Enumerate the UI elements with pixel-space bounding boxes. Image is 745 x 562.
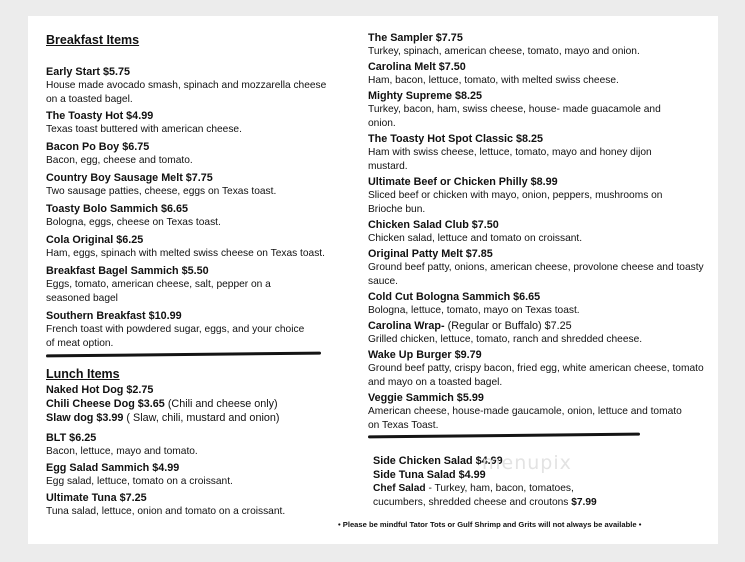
breakfast-item (46, 202, 336, 230)
item-name-extra: (Regular or Buffalo) $7.25 (447, 320, 572, 332)
chef-salad (373, 482, 613, 510)
item-name: Cola Original $6.25 (46, 234, 144, 246)
item-desc: Bologna, eggs, cheese on Texas toast. (46, 217, 221, 228)
item-name: Bacon Po Boy $6.75 (46, 141, 150, 153)
menu-item (368, 132, 713, 174)
item-desc: Two sausage patties, cheese, eggs on Texas toast. (46, 186, 277, 197)
item-name: Southern Breakfast $10.99 (46, 310, 182, 322)
item-desc: Ham, eggs, spinach with melted swiss cheese on Texas toast. (46, 248, 325, 259)
divider-brush (46, 352, 321, 358)
menu-item (368, 218, 713, 246)
menu-page (28, 16, 718, 544)
chef-salad-price: $7.99 (568, 497, 597, 508)
item-desc: Ground beef patty, onions, american cheese, provolone cheese and toasty sauce. (368, 262, 704, 287)
lunch-item (46, 491, 336, 519)
item-name: Slaw dog $3.99 (46, 412, 124, 424)
item-name: Cold Cut Bologna Sammich $6.65 (368, 291, 541, 303)
divider-brush (368, 433, 640, 439)
item-desc: Turkey, bacon, ham, swiss cheese, house- made guacamole and onion. (368, 104, 661, 129)
menu-item (368, 175, 713, 217)
chef-salad-desc: - Turkey, ham, bacon, tomatoes, cucumbers, shredded cheese and croutons (373, 483, 574, 508)
menu-item (368, 290, 713, 318)
item-name: Veggie Sammich $5.99 (368, 392, 484, 404)
item-name: Mighty Supreme $8.25 (368, 90, 483, 102)
lunch-title: Lunch Items (46, 367, 120, 381)
chef-salad-name: Chef Salad (373, 483, 426, 494)
item-desc: American cheese, house-made gaucamole, onion, lettuce and tomato on Texas Toast. (368, 406, 682, 431)
lunch-item (46, 431, 336, 459)
lunch-item (46, 461, 336, 489)
item-desc: Sliced beef or chicken with mayo, onion, peppers, mushrooms on Brioche bun. (368, 190, 663, 215)
item-desc: Bologna, lettuce, tomato, mayo on Texas toast. (368, 305, 580, 316)
item-name: Chicken Salad Club $7.50 (368, 219, 499, 231)
item-name: BLT $6.25 (46, 432, 97, 444)
right-column (368, 16, 713, 510)
item-name: Original Patty Melt $7.85 (368, 248, 493, 260)
item-desc: Ground beef patty, crispy bacon, fried egg, white american cheese, tomato and mayo on a toasted bagel. (368, 363, 704, 388)
availability-note: • Please be mindful Tator Tots or Gulf Shrimp and Grits will not always be available • (338, 520, 642, 529)
item-desc: Chicken salad, lettuce and tomato on croissant. (368, 233, 583, 244)
item-desc: Egg salad, lettuce, tomato on a croissant. (46, 476, 233, 487)
item-extra: (Chili and cheese only) (167, 398, 278, 410)
breakfast-item (46, 264, 336, 306)
breakfast-item (46, 65, 336, 107)
item-name: Carolina Melt $7.50 (368, 61, 466, 73)
side-tuna-salad: Side Tuna Salad $4.99 (373, 469, 486, 481)
item-desc: Texas toast buttered with american cheese. (46, 124, 242, 135)
breakfast-title: Breakfast Items (46, 33, 140, 47)
item-name (368, 319, 713, 333)
lunch-item-name (46, 383, 336, 397)
item-name: Country Boy Sausage Melt $7.75 (46, 172, 213, 184)
breakfast-item (46, 140, 336, 168)
breakfast-item (46, 109, 336, 137)
item-name-main: Carolina Wrap- (368, 320, 445, 332)
breakfast-item (46, 233, 336, 261)
item-desc: Eggs, tomato, american cheese, salt, pepper on a seasoned bagel (46, 279, 271, 304)
lunch-item-name (46, 411, 336, 425)
breakfast-item (46, 171, 336, 199)
item-name: Breakfast Bagel Sammich $5.50 (46, 265, 209, 277)
item-name: Early Start $5.75 (46, 66, 131, 78)
item-desc: French toast with powdered sugar, eggs, and your choice of meat option. (46, 324, 305, 349)
item-name: Wake Up Burger $9.79 (368, 349, 482, 361)
menu-item (368, 60, 713, 88)
item-name: Ultimate Tuna $7.25 (46, 492, 147, 504)
item-name: Chili Cheese Dog $3.65 (46, 398, 165, 410)
item-extra: ( Slaw, chili, mustard and onion) (126, 412, 280, 424)
menu-item (368, 348, 713, 390)
item-desc: Turkey, spinach, american cheese, tomato, mayo and onion. (368, 46, 640, 57)
menu-item (368, 319, 713, 347)
item-name: The Toasty Hot $4.99 (46, 110, 154, 122)
item-name: Naked Hot Dog $2.75 (46, 384, 154, 396)
item-desc: Grilled chicken, lettuce, tomato, ranch and shredded cheese. (368, 334, 643, 345)
item-desc: Tuna salad, lettuce, onion and tomato on a croissant. (46, 506, 286, 517)
item-name: The Sampler $7.75 (368, 32, 463, 44)
item-desc: House made avocado smash, spinach and mozzarella cheese on a toasted bagel. (46, 80, 327, 105)
menu-item (368, 391, 713, 433)
menu-item (368, 247, 713, 289)
item-name: Toasty Bolo Sammich $6.65 (46, 203, 189, 215)
breakfast-item (46, 309, 336, 351)
item-desc: Ham with swiss cheese, lettuce, tomato, mayo and honey dijon mustard. (368, 147, 652, 172)
item-name: Ultimate Beef or Chicken Philly $8.99 (368, 176, 558, 188)
side-chicken-salad: Side Chicken Salad $4.99 (373, 455, 503, 467)
item-desc: Ham, bacon, lettuce, tomato, with melted swiss cheese. (368, 75, 619, 86)
watermark: menupix (482, 452, 572, 474)
item-name: Egg Salad Sammich $4.99 (46, 462, 180, 474)
menu-item (368, 31, 713, 59)
item-desc: Bacon, lettuce, mayo and tomato. (46, 446, 198, 457)
item-desc: Bacon, egg, cheese and tomato. (46, 155, 193, 166)
lunch-item-name (46, 397, 336, 411)
left-column (46, 16, 336, 519)
menu-item (368, 89, 713, 131)
item-name: The Toasty Hot Spot Classic $8.25 (368, 133, 544, 145)
